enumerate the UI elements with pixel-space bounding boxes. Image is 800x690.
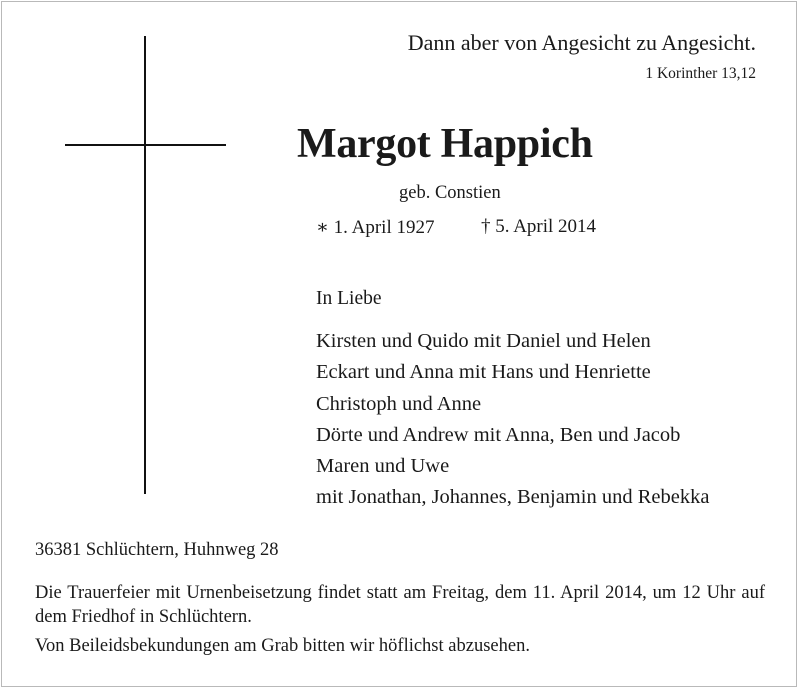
- funeral-service-notice: Die Trauerfeier mit Urnenbeisetzung findet statt am Freitag, dem 11. April 2014, um 12 Uhr auf dem Friedhof in Schlüchtern.: [35, 583, 765, 627]
- condolence-notice: Von Beileidsbekundungen am Grab bitten wir höflichst abzusehen.: [35, 636, 530, 656]
- mourner-line: mit Jonathan, Johannes, Benjamin und Rebekka: [316, 486, 710, 509]
- birth-date: ∗ 1. April 1927: [316, 217, 435, 238]
- mourners-list: [316, 326, 709, 514]
- cross-vertical-bar: [144, 36, 146, 494]
- family-address: 36381 Schlüchtern, Huhnweg 28: [35, 540, 279, 560]
- cross-horizontal-bar: [65, 144, 226, 146]
- mourner-line: Eckart und Anna mit Hans und Henriette: [316, 361, 651, 384]
- bible-verse: Dann aber von Angesicht zu Angesicht.: [407, 30, 756, 55]
- mourner-line: Kirsten und Quido mit Daniel und Helen: [316, 330, 651, 352]
- death-date: † 5. April 2014: [481, 216, 597, 237]
- deceased-name: Margot Happich: [297, 121, 593, 167]
- mourner-line: Dörte und Andrew mit Anna, Ben und Jacob: [316, 423, 681, 446]
- mourning-intro: In Liebe: [316, 288, 382, 309]
- mourner-line: Maren und Uwe: [316, 455, 450, 478]
- mourner-line: Christoph und Anne: [316, 392, 482, 415]
- bible-verse-reference: 1 Korinther 13,12: [645, 65, 756, 82]
- birth-name: geb. Constien: [399, 183, 501, 203]
